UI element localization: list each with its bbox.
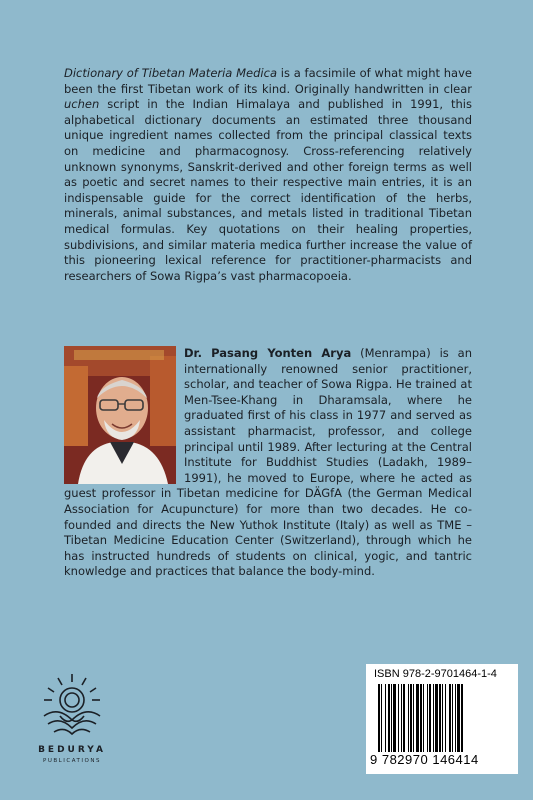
- description-text-2: script in the Indian Himalaya and published in 1991, this alphabetical dictionary documents an estimated three thousand unique ingredient names collected from the principal classical texts on medicine and pharmacognosy. Cross-referencing relatively unknown synonyms, Sanskrit-derived and other foreign terms as well as poetic and secret names to their respective main entries, it is an indispensable guide for the correct identification of the herbs, minerals, animal substances, and metals listed in traditional Tibetan medical formulas. Key quotations on their healing properties, subdivisions, and similar materia medica further increase the value of this pioneering lexical reference for practitioner-pharmacists and researchers of Sowa Rigpa’s vast pharmacopoeia.: [64, 97, 472, 283]
- author-name: Dr. Pasang Yonten Arya: [184, 346, 352, 360]
- isbn-label: ISBN 978-2-9701464-1-4: [374, 668, 497, 680]
- book-description: [64, 66, 472, 284]
- uchen-term: uchen: [64, 97, 100, 112]
- book-title: Dictionary of Tibetan Materia Medica: [64, 66, 277, 80]
- author-photo: [64, 346, 176, 484]
- description-text-1: is a facsimile of what might have been the first Tibetan work of its kind. Originally handwritten in clear: [64, 66, 472, 96]
- barcode-digits: 9 782970 146414: [370, 752, 479, 767]
- publisher-subtitle: PUBLICATIONS: [43, 758, 101, 764]
- isbn-barcode: [366, 664, 518, 774]
- author-portrait-image: [64, 346, 176, 484]
- author-bio-text: (Menrampa) is an internationally renowned senior practitioner, scholar, and teacher of Sowa Rigpa. He trained at Men-Tsee-Khang in Dharamsala, where he graduated first of his class in 1977 and served as assistant pharmacist, professor, and college principal until 1989. After lecturing at the Central Institute for Buddhist Studies (Ladakh, 1989–1991), he moved to Europe, where he acted as guest professor in Tibetan medicine for DÄGfA (the German Medical Association for Acupuncture) for more than two decades. He co-founded and directs the New Yuthok Institute (Italy) as well as TME – Tibetan Medicine Education Center (Switzerland), through which he has instructed hundreds of students on clinical, yogic, and tantric knowledge and practices that balance the body-mind.: [64, 346, 472, 579]
- barcode-bars: [376, 684, 510, 752]
- publisher-name: BEDURYA: [38, 745, 106, 755]
- lotus-logo-icon: [36, 668, 108, 746]
